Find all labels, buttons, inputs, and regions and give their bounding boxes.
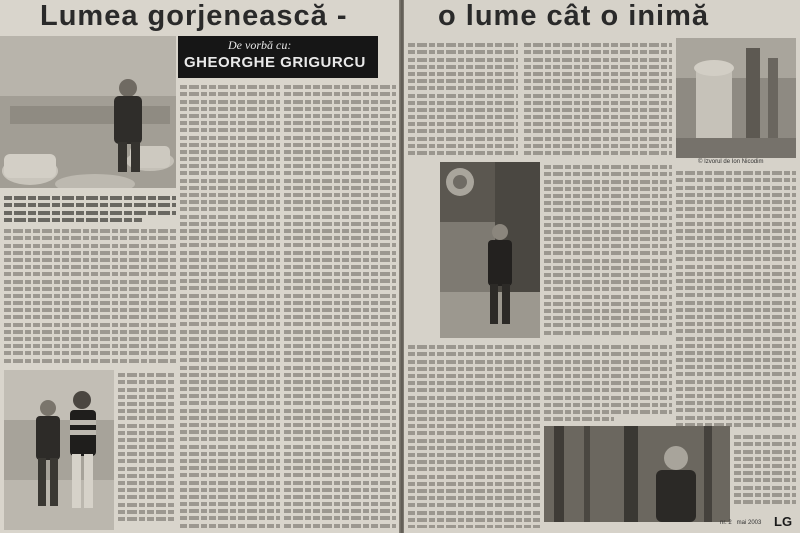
right-body-column-4	[676, 168, 796, 428]
right-body-column-1	[408, 40, 518, 158]
interview-intro: De vorbă cu:	[228, 38, 292, 52]
left-body-column-1	[4, 226, 176, 366]
right-body-column-5	[408, 342, 540, 528]
footer-issue: nr. 2 mai 2003	[720, 520, 762, 526]
right-body-column-6	[544, 342, 672, 422]
right-body-column-7	[734, 432, 796, 512]
left-body-column-2	[118, 370, 176, 530]
left-body-column-3	[180, 82, 280, 530]
photo-two-men	[4, 370, 114, 530]
photo-author-portrait-park	[544, 426, 730, 522]
left-intro-column	[4, 193, 176, 223]
photo-author-endless-column	[440, 162, 540, 338]
right-body-column-2	[524, 40, 672, 158]
right-page	[404, 0, 800, 533]
right-body-column-3	[544, 162, 672, 338]
right-headline: o lume cât o inimă	[438, 0, 709, 32]
left-headline: Lumea gorjenească -	[40, 0, 348, 32]
photo-author-table-of-silence	[0, 36, 176, 188]
photo-stone-sculpture	[676, 38, 796, 158]
interview-name: GHEORGHE GRIGURCU	[184, 54, 366, 71]
left-body-column-4	[284, 82, 396, 530]
footer-logo: LG	[774, 514, 793, 529]
interview-banner	[178, 36, 378, 78]
right-photo-caption: © Izvorul de Ion Nicodim	[698, 159, 764, 165]
